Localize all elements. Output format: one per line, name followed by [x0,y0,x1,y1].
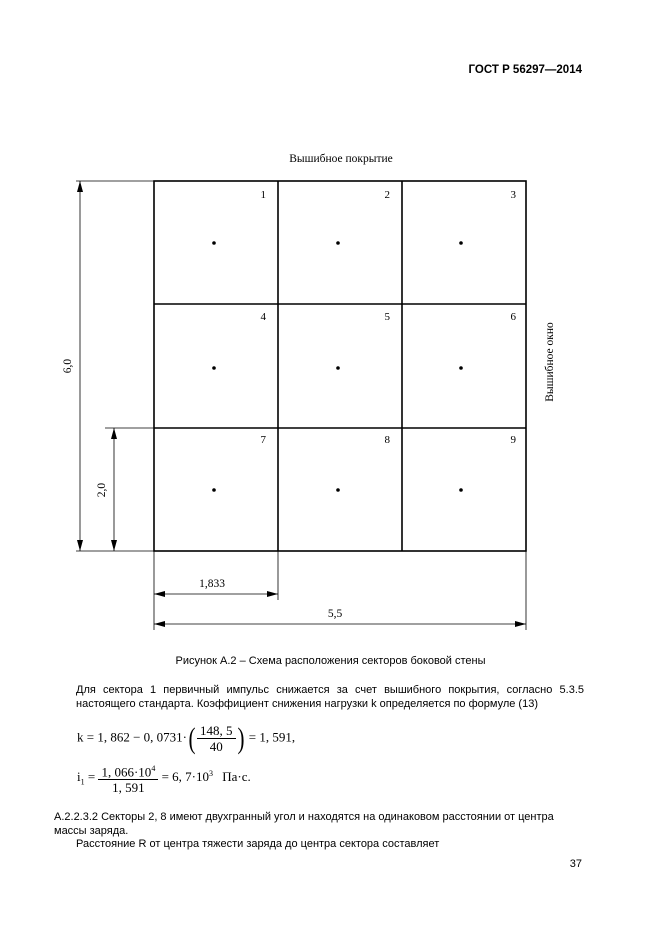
sector-number: 3 [510,189,516,201]
roof-label: Вышибное покрытие [289,153,393,165]
window-label: Вышибное окно [544,322,556,402]
paragraph [76,837,584,851]
formula-i-rhs-exp: 3 [208,768,213,778]
dim-width-col: 1,833 [199,578,225,590]
sector-center-dot [212,241,216,245]
paragraph [76,683,584,711]
paragraph-line: настоящего стандарта. Коэффициент снижения нагрузки k определяется по формуле (13) [76,698,538,710]
sector-number: 9 [510,434,516,446]
formula-i-num: 1, 066·10 [101,764,152,780]
formula-i-eq: = [87,769,96,785]
dim-height-row: 2,0 [96,482,108,498]
sector-center-dot [459,241,463,245]
formula-k-num: 148, 5 [197,723,236,739]
sector-center-dot [212,488,216,492]
sector-number: 5 [384,311,390,323]
sector-number: 4 [260,311,266,323]
sector-center-dot [459,488,463,492]
paragraph-text: Расстояние R от центра тяжести заряда до центра сектора составляет [76,838,440,850]
formula-k-den: 40 [209,739,223,754]
sector-number: 8 [384,434,390,446]
formula-k: k = 1, 862 − 0, 0731·( $\frac{148, 5}{40}$ ) = 1, 591, [77,721,296,755]
formula-i-sub: 1 [80,777,85,787]
sector-center-dot [336,488,340,492]
sector-center-dot [212,366,216,370]
sector-number: 6 [510,311,516,323]
sector-center-dot [336,241,340,245]
formula-i [77,761,251,795]
formula-i-unit: Па·с. [222,769,251,785]
sector-grid [154,181,526,551]
sector-number: 7 [260,434,266,446]
sector-centers [212,241,463,492]
formula-k-rhs: = 1, 591, [248,729,296,745]
sector-center-dot [459,366,463,370]
paragraph [54,810,584,838]
paragraph-line: Для сектора 1 первичный импульс снижается за счет вышибного покрытия, согласно 5.3.5 [76,684,584,696]
sector-center-dot [336,366,340,370]
dim-height-total: 6,0 [62,358,74,374]
dimension-row-height [105,428,154,551]
dim-width-total: 5,5 [327,608,343,620]
sector-number: 2 [384,189,390,201]
sector-number: 1 [260,189,266,201]
formula-i-num-exp: 4 [151,764,156,773]
dimension-column-width [154,551,278,630]
paragraph-text: А.2.2.3.2 Секторы 2, 8 имеют двухгранный угол и находятся на одинаковом расстоянии от центра массы заряда. [54,811,554,837]
standard-code: ГОСТ Р 56297—2014 [468,64,582,76]
formula-i-rhs: = 6, 7·10 [161,769,209,785]
dimension-total-height [76,181,154,551]
formula-k-lhs: k = 1, 862 − 0, 0731· [77,729,187,745]
formula-i-den: 1, 591 [112,780,145,796]
page-number: 37 [569,858,582,870]
formula-i-var: i [77,769,81,785]
figure-caption: Рисунок А.2 – Схема расположения секторов боковой стены [175,655,486,667]
